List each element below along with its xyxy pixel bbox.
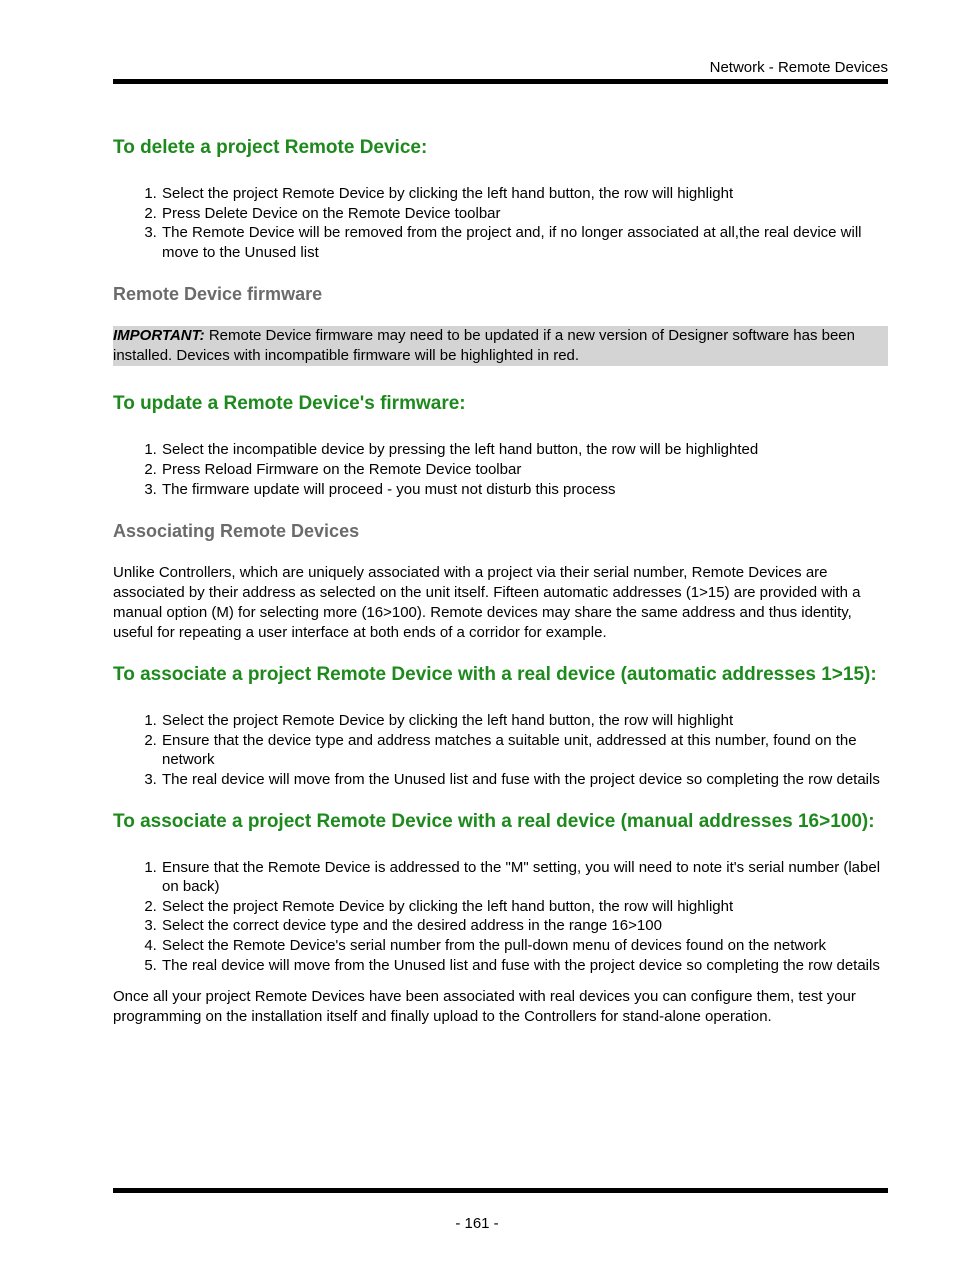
header-rule xyxy=(113,79,888,84)
list-item: 2. Press Delete Device on the Remote Device toolbar xyxy=(161,204,888,224)
list-item: 1. Select the incompatible device by pressing the left hand button, the row will be highlighted xyxy=(161,440,888,460)
list-item: 2. Select the project Remote Device by clicking the left hand button, the row will highlight xyxy=(161,897,888,917)
running-header: Network - Remote Devices xyxy=(709,59,888,76)
delete-steps-list xyxy=(113,184,888,262)
heading-manual-associate: To associate a project Remote Device with a real device (manual addresses 16>100): xyxy=(113,810,875,832)
heading-associating: Associating Remote Devices xyxy=(113,521,360,542)
closing-paragraph: Once all your project Remote Devices have been associated with real devices you can configure them, test your programming on the installation itself and finally upload to the Controllers for stand-alone operation. xyxy=(113,988,856,1026)
list-item: 2. Ensure that the device type and address matches a suitable unit, addressed at this number, found on the network xyxy=(161,731,888,770)
heading-auto-associate: To associate a project Remote Device with a real device (automatic addresses 1>15): xyxy=(113,664,877,686)
manual-steps-list xyxy=(113,858,888,976)
list-item: 5. The real device will move from the Unused list and fuse with the project device so completing the row details xyxy=(161,956,888,976)
list-item: 2. Press Reload Firmware on the Remote Device toolbar xyxy=(161,460,888,480)
list-item: 3. The firmware update will proceed - you must not disturb this process xyxy=(161,480,888,500)
list-item: 3. The Remote Device will be removed from the project and, if no longer associated at all,the real device will move to the Unused list xyxy=(161,223,888,262)
heading-firmware: Remote Device firmware xyxy=(113,284,323,305)
heading-update-firmware: To update a Remote Device's firmware: xyxy=(113,393,466,415)
update-steps-list xyxy=(113,440,888,499)
list-item: 3. The real device will move from the Unused list and fuse with the project device so completing the row details xyxy=(161,770,888,790)
important-text: Remote Device firmware may need to be updated if a new version of Designer software has been installed. Devices with incompatible firmware will be highlighted in red. xyxy=(113,327,855,365)
important-label: IMPORTANT: xyxy=(113,327,205,345)
list-item: 1. Select the project Remote Device by clicking the left hand button, the row will highlight xyxy=(161,711,888,731)
auto-steps-list xyxy=(113,711,888,789)
footer-rule xyxy=(113,1188,888,1193)
list-item: 4. Select the Remote Device's serial number from the pull-down menu of devices found on the network xyxy=(161,936,888,956)
page-number: - 161 - xyxy=(455,1215,499,1232)
heading-delete-device: To delete a project Remote Device: xyxy=(113,137,428,158)
important-note xyxy=(113,326,888,366)
list-item: 3. Select the correct device type and the desired address in the range 16>100 xyxy=(161,916,888,936)
list-item: 1. Select the project Remote Device by clicking the left hand button, the row will highlight xyxy=(161,184,888,204)
list-item: 1. Ensure that the Remote Device is addressed to the "M" setting, you will need to note it's serial number (label on back) xyxy=(161,858,888,897)
associating-paragraph: Unlike Controllers, which are uniquely associated with a project via their serial number, Remote Devices are associated by their address as selected on the unit itself. Fifteen automatic addresses (1>15) are provided with a manual option (M) for selecting more (16>100). Remote devices may share the same address and thus identity, useful for repeating a user interface at both ends of a corridor for example. xyxy=(113,564,861,642)
page-content xyxy=(113,136,888,1047)
